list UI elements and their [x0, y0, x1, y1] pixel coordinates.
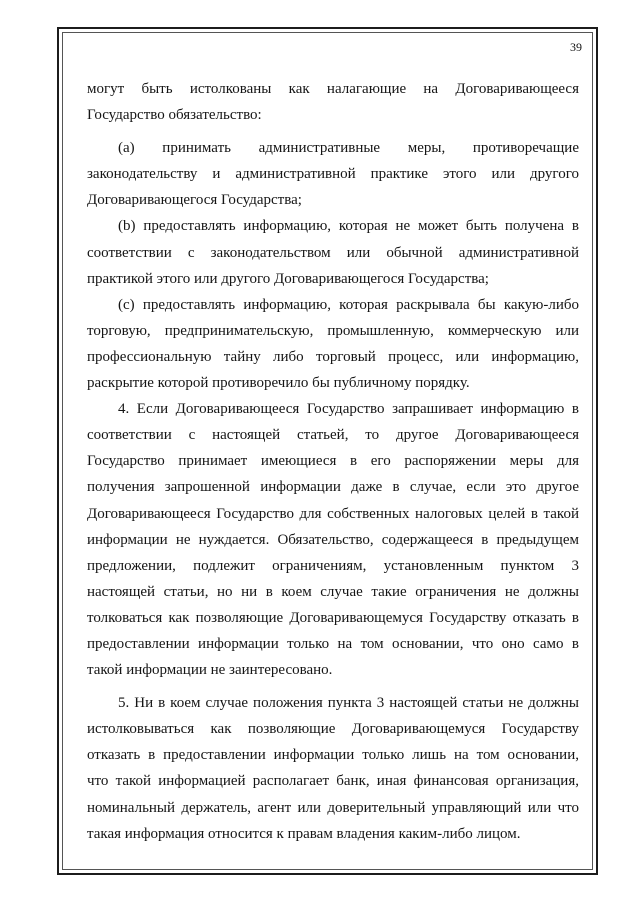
text-line: 5. Ни в коем случае положения пункта 3 настоящей статьи не должны: [118, 695, 579, 712]
text-line: Договаривающееся Государство для собственных налоговых целей в такой: [87, 505, 579, 522]
text-line: Договаривающегося Государства;: [87, 192, 302, 209]
text-line: 4. Если Договаривающееся Государство запрашивает информацию в: [118, 401, 579, 418]
paragraph-continuation: [87, 76, 579, 128]
text-line: настоящей статьи, но ни в коем случае такие ограничения не должны: [87, 583, 579, 600]
text-line: могут быть истолкованы как налагающие на Договаривающееся: [87, 81, 579, 97]
text-line: такая информация относится к правам владения каким-либо лицом.: [87, 825, 521, 842]
text-line: соответствии с настоящей статьей, то другое Договаривающееся: [87, 427, 579, 444]
document-body: [87, 76, 579, 847]
text-line: профессиональную тайну либо торговый процесс, или информацию,: [87, 348, 579, 365]
paragraph-item-c: [87, 292, 579, 396]
paragraph-item-a: [87, 135, 579, 213]
page-number: 39: [570, 40, 582, 54]
text-line: истолковываться как позволяющие Договаривающемуся Государству: [87, 721, 579, 738]
paragraph-point-4: [87, 396, 579, 683]
paragraph-item-b: [87, 213, 579, 291]
text-line: получения запрошенной информации даже в случае, если это другое: [87, 479, 579, 496]
text-line: предложении, подлежит ограничениям, установленным пунктом 3: [87, 557, 579, 574]
text-line: практикой этого или другого Договаривающегося Государства;: [87, 270, 489, 287]
text-line: (b) предоставлять информацию, которая не может быть получена в: [118, 218, 579, 235]
paragraph-point-5: [87, 690, 579, 847]
text-line: что такой информацией располагает банк, иная финансовая организация,: [87, 773, 579, 790]
text-line: торговую, предпринимательскую, промышленную, коммерческую или: [87, 322, 579, 339]
text-line: Государство обязательство:: [87, 107, 262, 124]
text-line: соответствии с законодательством или обычной административной: [87, 244, 579, 261]
text-line: такой информации не заинтересовано.: [87, 662, 333, 679]
text-line: Государство принимает имеющиеся в его распоряжении меры для: [87, 453, 579, 470]
text-line: предоставлении информации только на том основании, что оно само в: [87, 635, 579, 652]
text-line: номинальный держатель, агент или доверительный управляющий или что: [87, 799, 579, 816]
text-line: законодательству и административной практике этого или другого: [87, 166, 579, 183]
text-line: (с) предоставлять информацию, которая раскрывала бы какую-либо: [118, 296, 579, 313]
text-line: толковаться как позволяющие Договаривающемуся Государству отказать в: [87, 609, 579, 626]
text-line: (а) принимать административные меры, противоречащие: [118, 140, 579, 157]
text-line: раскрытие которой противоречило бы публичному порядку.: [87, 375, 470, 392]
text-line: информации не нуждается. Обязательство, содержащееся в предыдущем: [87, 531, 579, 548]
text-line: отказать в предоставлении информации только лишь на том основании,: [87, 747, 579, 764]
